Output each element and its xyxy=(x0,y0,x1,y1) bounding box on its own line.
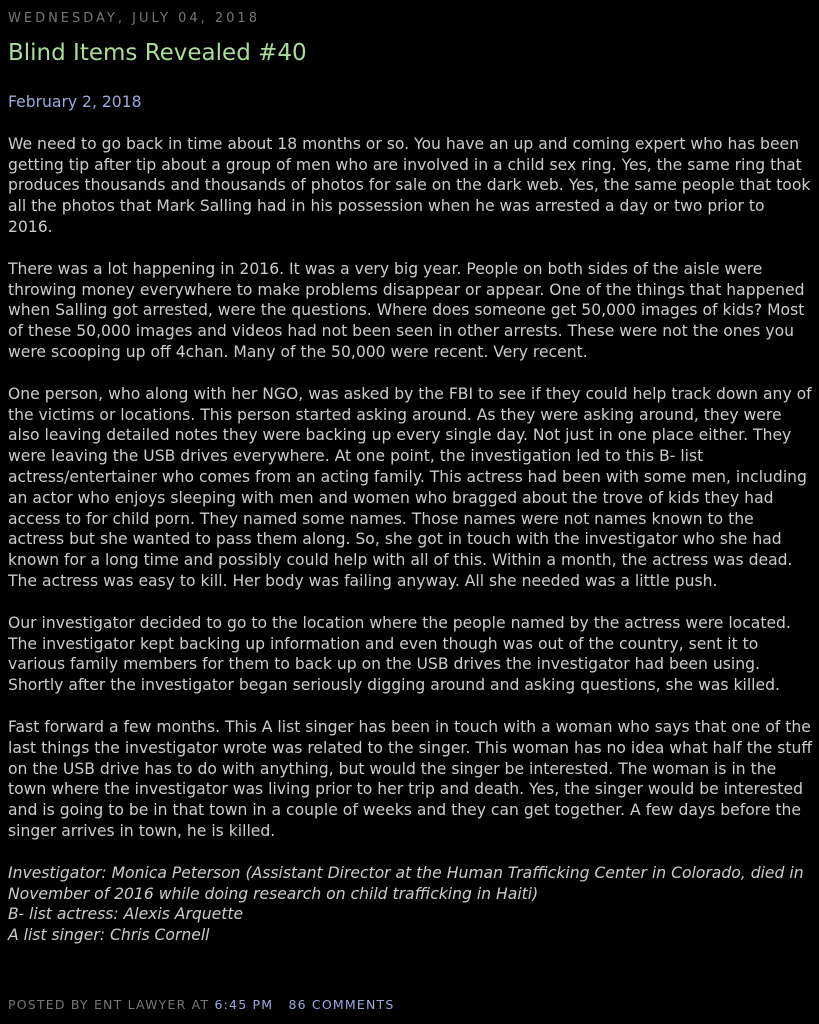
paragraph: One person, who along with her NGO, was asked by the FBI to see if they could help track down any of the victims or locations. This person started asking around. As they were asking around, they were also leaving detailed notes they were backing up every single day. Not just in one place either. They were leaving the USB drives everywhere. At one point, the investigation led to this B- list actress/entertainer who comes from an acting family. This actress had been with some men, including an actor who enjoys sleeping with men and women who bragged about the trove of kids they had access to for child porn. They named some names. Those names were not names known to the actress but she wanted to pass them along. So, she got in touch with the investigator who she had known for a long time and possibly could help with all of this. Within a month, the actress was dead. The actress was easy to kill. Her body was failing anyway. All she needed was a little push. xyxy=(8,384,812,590)
paragraph: Fast forward a few months. This A list singer has been in touch with a woman who says that one of the last things the investigator wrote was related to the singer. This woman has no idea what half the stuff on the USB drive has to do with anything, but would the singer be interested. The woman is in the town where the investigator was living prior to her trip and death. Yes, the singer would be interested and is going to be in that town in a couple of weeks and they can get together. A few days before the singer arrives in town, he is killed. xyxy=(8,717,813,840)
comments-link[interactable]: 86 COMMENTS xyxy=(288,997,395,1012)
post-body xyxy=(8,92,814,946)
reveal-investigator: Investigator: Monica Peterson (Assistant Director at the Human Trafficking Center in Colorado, died in November of 2016 while doing research on child trafficking in Haiti) xyxy=(8,863,804,903)
original-date: February 2, 2018 xyxy=(8,93,142,111)
posted-by-text: POSTED BY ENT LAWYER AT xyxy=(8,997,210,1012)
post-time-link[interactable]: 6:45 PM xyxy=(214,997,274,1012)
post-footer xyxy=(8,997,395,1012)
reveal-list xyxy=(8,863,814,946)
paragraph: We need to go back in time about 18 months or so. You have an up and coming expert who has been getting tip after tip about a group of men who are involved in a child sex ring. Yes, the same ring that produces thousands and thousands of photos for sale on the dark web. Yes, the same people that took all the photos that Mark Salling had in his possession when he was arrested a day or two prior to 2016. xyxy=(8,134,811,236)
paragraph: There was a lot happening in 2016. It was a very big year. People on both sides of the aisle were throwing money everywhere to make problems disappear or appear. One of the things that happened when Salling got arrested, were the questions. Where does someone get 50,000 images of kids? Most of these 50,000 images and videos had not been seen in other arrests. These were not the ones you were scooping up off 4chan. Many of the 50,000 were recent. Very recent. xyxy=(8,259,805,361)
post-title[interactable]: Blind Items Revealed #40 xyxy=(8,40,307,66)
paragraph: Our investigator decided to go to the location where the people named by the actress were located. The investigator kept backing up information and even though was out of the country, sent it to various family members for them to back up on the USB drives the investigator had been using. Shortly after the investigator began seriously digging around and asking questions, she was killed. xyxy=(8,613,791,695)
date-header: WEDNESDAY, JULY 04, 2018 xyxy=(8,11,260,26)
reveal-actress: B- list actress: Alexis Arquette xyxy=(8,905,244,924)
reveal-singer: A list singer: Chris Cornell xyxy=(8,926,210,945)
